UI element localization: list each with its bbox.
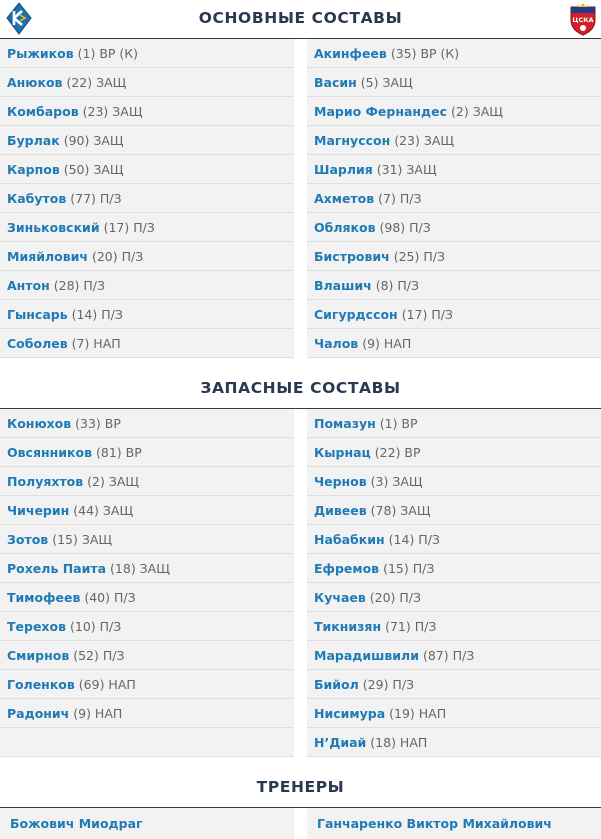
- player-number-position: (2) ЗАЩ: [87, 474, 140, 489]
- player-row[interactable]: [0, 242, 294, 271]
- home-subs-list: [0, 409, 294, 757]
- player-number-position: (40) П/З: [84, 590, 136, 605]
- player-row[interactable]: [0, 438, 294, 467]
- player-row[interactable]: [0, 467, 294, 496]
- player-row[interactable]: [0, 271, 294, 300]
- player-name[interactable]: Соболев: [7, 336, 68, 351]
- player-name[interactable]: Нисимура: [314, 706, 386, 721]
- player-row[interactable]: [0, 612, 294, 641]
- player-name[interactable]: Обляков: [314, 220, 376, 235]
- player-name[interactable]: Кырнац: [314, 445, 371, 460]
- player-name[interactable]: Бистрович: [314, 249, 390, 264]
- player-number-position: (25) П/З: [393, 249, 445, 264]
- player-name[interactable]: Чалов: [314, 336, 359, 351]
- player-name[interactable]: Карпов: [7, 162, 60, 177]
- player-row[interactable]: [307, 496, 601, 525]
- home-starting-list: [0, 39, 294, 358]
- player-row[interactable]: [0, 670, 294, 699]
- player-row[interactable]: [0, 155, 294, 184]
- player-name[interactable]: Кабутов: [7, 191, 67, 206]
- section-title-coaches: ТРЕНЕРЫ: [256, 778, 345, 796]
- player-name[interactable]: Гынсарь: [7, 307, 68, 322]
- player-number-position: (52) П/З: [73, 648, 125, 663]
- player-row[interactable]: [0, 97, 294, 126]
- player-name[interactable]: Мияйлович: [7, 249, 88, 264]
- player-row[interactable]: [0, 329, 294, 358]
- player-number-position: (1) ВР: [379, 416, 418, 431]
- home-coach[interactable]: Божович Миодраг: [0, 808, 294, 839]
- player-name[interactable]: Марадишвили: [314, 648, 419, 663]
- player-row[interactable]: [307, 699, 601, 728]
- player-name[interactable]: Бурлак: [7, 133, 60, 148]
- away-coach[interactable]: Ганчаренко Виктор Михайлович: [307, 808, 601, 839]
- player-row[interactable]: [307, 329, 601, 358]
- player-row[interactable]: [0, 126, 294, 155]
- player-number-position: (23) ЗАЩ: [82, 104, 143, 119]
- player-name[interactable]: Рохель Паита: [7, 561, 107, 576]
- player-number-position: (69) НАП: [78, 677, 136, 692]
- player-name[interactable]: Магнуссон: [314, 133, 391, 148]
- player-name[interactable]: Влашич: [314, 278, 372, 293]
- player-name[interactable]: Антон: [7, 278, 50, 293]
- away-starting-list: [307, 39, 601, 358]
- player-number-position: (17) П/З: [103, 220, 155, 235]
- player-name[interactable]: Ефремов: [314, 561, 380, 576]
- player-row[interactable]: [0, 39, 294, 68]
- player-name[interactable]: Радонич: [7, 706, 70, 721]
- player-number-position: (20) П/З: [91, 249, 144, 264]
- player-number-position: (15) ЗАЩ: [52, 532, 113, 547]
- player-row[interactable]: [0, 409, 294, 438]
- player-name[interactable]: Бийол: [314, 677, 359, 692]
- player-number-position: (22) ВР: [374, 445, 421, 460]
- player-number-position: (3) ЗАЩ: [370, 474, 423, 489]
- player-number-position: (10) П/З: [69, 619, 122, 634]
- player-name[interactable]: Конюхов: [7, 416, 72, 431]
- player-name[interactable]: Дивеев: [314, 503, 367, 518]
- player-name[interactable]: Комбаров: [7, 104, 79, 119]
- player-name[interactable]: Терехов: [7, 619, 66, 634]
- player-number-position: (14) П/З: [71, 307, 123, 322]
- away-subs-list: [307, 409, 601, 757]
- player-number-position: (7) П/З: [378, 191, 422, 206]
- player-name[interactable]: Марио Фернандес: [314, 104, 448, 119]
- player-name[interactable]: Овсянников: [7, 445, 92, 460]
- player-number-position: (7) НАП: [71, 336, 121, 351]
- player-number-position: (23) ЗАЩ: [394, 133, 455, 148]
- player-row[interactable]: [307, 271, 601, 300]
- player-row[interactable]: [0, 68, 294, 97]
- player-number-position: (17) П/З: [401, 307, 453, 322]
- player-number-position: (20) П/З: [369, 590, 422, 605]
- player-row[interactable]: [307, 155, 601, 184]
- player-name[interactable]: Чернов: [314, 474, 367, 489]
- player-number-position: (15) П/З: [383, 561, 435, 576]
- player-number-position: (22) ЗАЩ: [66, 75, 127, 90]
- player-row[interactable]: [307, 612, 601, 641]
- player-row[interactable]: [0, 213, 294, 242]
- player-row[interactable]: [0, 699, 294, 728]
- player-number-position: (1) ВР (К): [77, 46, 139, 61]
- player-row[interactable]: [0, 583, 294, 612]
- section-title-subs: ЗАПАСНЫЕ СОСТАВЫ: [200, 379, 401, 397]
- player-row[interactable]: [307, 242, 601, 271]
- player-number-position: (35) ВР (К): [390, 46, 460, 61]
- player-row[interactable]: [307, 39, 601, 68]
- player-row[interactable]: [0, 554, 294, 583]
- player-name[interactable]: Тикнизян: [314, 619, 382, 634]
- player-name[interactable]: Чичерин: [7, 503, 70, 518]
- player-name[interactable]: Васин: [314, 75, 357, 90]
- player-number-position: (9) НАП: [73, 706, 123, 721]
- player-number-position: (31) ЗАЩ: [376, 162, 437, 177]
- player-number-position: (90) ЗАЩ: [63, 133, 124, 148]
- player-row[interactable]: [307, 213, 601, 242]
- player-number-position: (33) ВР: [75, 416, 121, 431]
- player-number-position: (81) ВР: [95, 445, 142, 460]
- player-row[interactable]: [307, 126, 601, 155]
- player-number-position: (78) ЗАЩ: [370, 503, 431, 518]
- player-name[interactable]: Ахметов: [314, 191, 375, 206]
- player-name[interactable]: Кучаев: [314, 590, 366, 605]
- player-number-position: (9) НАП: [362, 336, 412, 351]
- player-row[interactable]: [0, 641, 294, 670]
- player-row[interactable]: [307, 409, 601, 438]
- player-number-position: (2) ЗАЩ: [451, 104, 503, 119]
- player-row[interactable]: [307, 438, 601, 467]
- player-number-position: (18) ЗАЩ: [110, 561, 170, 576]
- player-name[interactable]: Шарлия: [314, 162, 373, 177]
- player-row[interactable]: [307, 641, 601, 670]
- player-row[interactable]: [307, 300, 601, 329]
- player-number-position: (28) П/З: [53, 278, 106, 293]
- player-row[interactable]: [307, 583, 601, 612]
- player-number-position: (14) П/З: [388, 532, 440, 547]
- player-row[interactable]: [0, 300, 294, 329]
- player-name[interactable]: Сигурдссон: [314, 307, 398, 322]
- player-name[interactable]: Голенков: [7, 677, 75, 692]
- player-number-position: (18) НАП: [370, 735, 428, 750]
- player-row[interactable]: [307, 184, 601, 213]
- player-number-position: (5) ЗАЩ: [360, 75, 413, 90]
- player-name[interactable]: Рыжиков: [7, 46, 74, 61]
- player-row[interactable]: [307, 467, 601, 496]
- player-row[interactable]: [307, 554, 601, 583]
- player-number-position: (77) П/З: [70, 191, 122, 206]
- player-name[interactable]: Набабкин: [314, 532, 385, 547]
- player-name[interactable]: Зотов: [7, 532, 49, 547]
- player-row[interactable]: [307, 525, 601, 554]
- player-name[interactable]: Тимофеев: [7, 590, 81, 605]
- player-number-position: (87) П/З: [422, 648, 475, 663]
- player-number-position: (44) ЗАЩ: [73, 503, 134, 518]
- player-name[interactable]: Полуяхтов: [7, 474, 84, 489]
- player-row[interactable]: [307, 728, 601, 757]
- player-name[interactable]: Смирнов: [7, 648, 70, 663]
- player-row[interactable]: [0, 184, 294, 213]
- player-name[interactable]: Акинфеев: [314, 46, 387, 61]
- player-name[interactable]: Н’Диай: [314, 735, 367, 750]
- player-number-position: (71) П/З: [385, 619, 437, 634]
- player-name[interactable]: Помазун: [314, 416, 376, 431]
- player-row[interactable]: [0, 496, 294, 525]
- section-title-starting: ОСНОВНЫЕ СОСТАВЫ: [198, 9, 403, 27]
- player-row: [0, 728, 294, 757]
- player-row[interactable]: [307, 670, 601, 699]
- player-number-position: (29) П/З: [362, 677, 415, 692]
- player-number-position: (19) НАП: [389, 706, 447, 721]
- player-name[interactable]: Анюков: [7, 75, 63, 90]
- cska-logo-text: ЦСКА: [572, 16, 594, 24]
- player-number-position: (98) П/З: [379, 220, 431, 235]
- player-number-position: (8) П/З: [375, 278, 420, 293]
- player-number-position: (50) ЗАЩ: [63, 162, 124, 177]
- player-name[interactable]: Зиньковский: [7, 220, 100, 235]
- player-row[interactable]: [307, 97, 601, 126]
- player-row[interactable]: [0, 525, 294, 554]
- player-row[interactable]: [307, 68, 601, 97]
